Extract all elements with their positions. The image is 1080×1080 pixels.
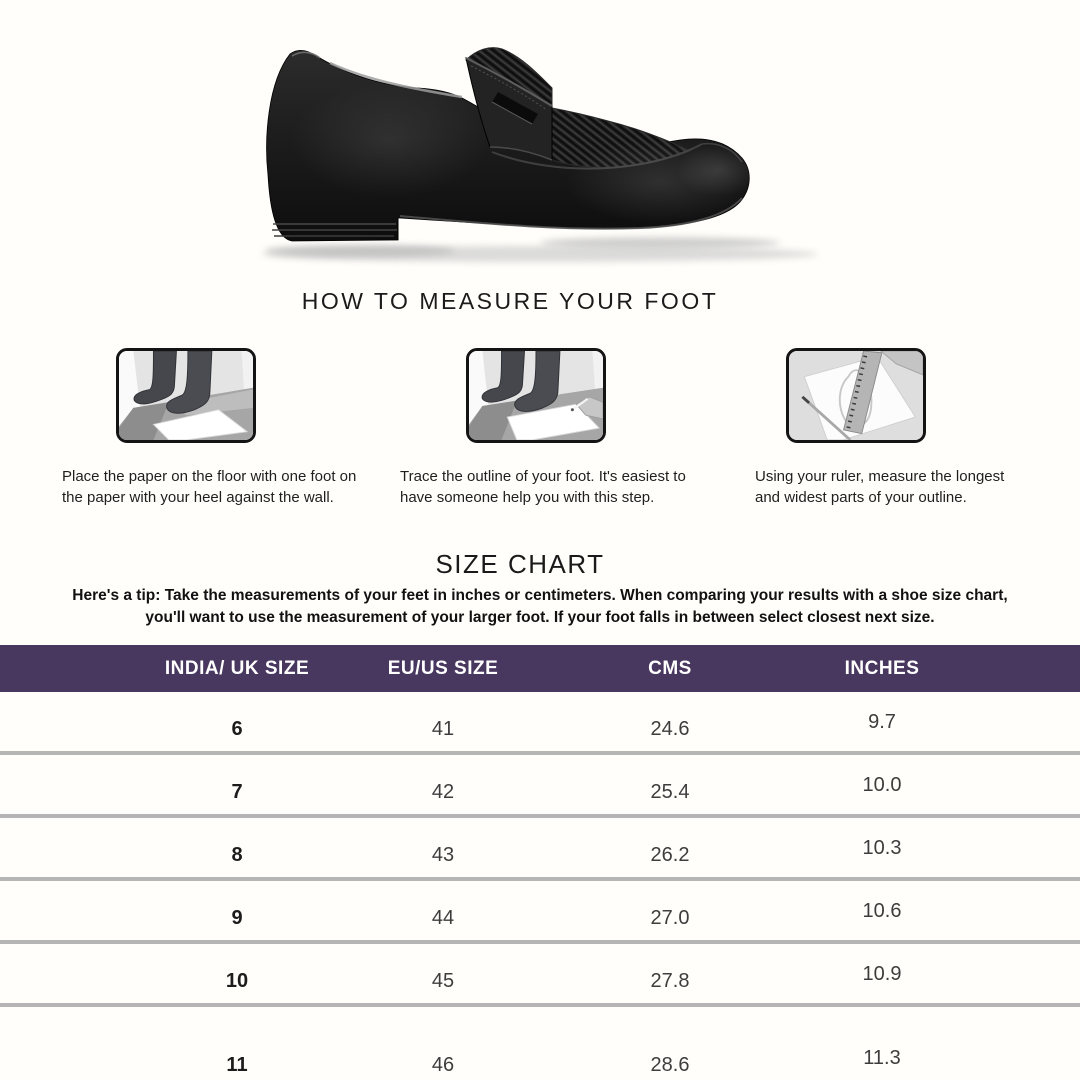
measure-section-title: HOW TO MEASURE YOUR FOOT <box>301 288 719 314</box>
cell-cms: 27.0 <box>650 907 690 929</box>
loafer-shoe-illustration <box>240 30 880 270</box>
cell-inches: 11.3 <box>863 1047 901 1069</box>
cell-eu-us-size: 44 <box>431 907 455 929</box>
feet-on-paper-icon <box>119 351 253 440</box>
column-header-eu-us: EU/US SIZE <box>387 657 499 679</box>
step1-illustration <box>116 348 256 443</box>
cell-india-uk-size: 11 <box>226 1054 248 1076</box>
product-photo <box>240 30 880 270</box>
size-table-header <box>0 645 1080 692</box>
table-row <box>0 818 1080 881</box>
step1-text: Place the paper on the floor with one foot on the paper with your heel against the wall. <box>62 468 357 506</box>
table-row <box>0 944 1080 1007</box>
cell-cms: 27.8 <box>650 970 690 992</box>
cell-india-uk-size: 7 <box>231 781 243 803</box>
cell-india-uk-size: 9 <box>231 907 243 929</box>
size-chart-tip <box>20 585 1060 628</box>
table-row <box>0 881 1080 944</box>
cell-eu-us-size: 46 <box>431 1054 455 1076</box>
column-header-inches: INCHES <box>844 657 920 679</box>
trace-outline-icon <box>469 351 603 440</box>
cell-cms: 24.6 <box>650 718 690 740</box>
step3-illustration <box>786 348 926 443</box>
cell-eu-us-size: 45 <box>431 970 455 992</box>
table-row <box>0 1007 1080 1080</box>
cell-eu-us-size: 41 <box>431 718 455 740</box>
column-header-india-uk: INDIA/ UK SIZE <box>164 657 310 679</box>
cell-inches: 10.3 <box>862 837 902 859</box>
cell-eu-us-size: 42 <box>431 781 455 803</box>
column-header-cms: CMS <box>648 657 692 679</box>
cell-inches: 9.7 <box>868 711 896 733</box>
cell-inches: 10.6 <box>862 900 902 922</box>
step2-illustration <box>466 348 606 443</box>
cell-india-uk-size: 8 <box>231 844 243 866</box>
tip-line-1: Here's a tip: Take the measurements of your feet in inches or centimeters. When comparing your results with a shoe size chart, <box>72 587 1008 604</box>
size-table-rows <box>0 692 1080 1080</box>
step3-text: Using your ruler, measure the longest and widest parts of your outline. <box>755 468 1005 506</box>
cell-cms: 28.6 <box>650 1054 690 1076</box>
cell-inches: 10.0 <box>862 774 902 796</box>
tip-line-2: you'll want to use the measurement of your larger foot. If your foot falls in between select closest next size. <box>145 608 935 626</box>
cell-inches: 10.9 <box>862 963 902 985</box>
cell-india-uk-size: 10 <box>225 970 249 992</box>
cell-eu-us-size: 43 <box>431 844 455 866</box>
step2-text: Trace the outline of your foot. It's easiest to have someone help you with this step. <box>400 468 686 506</box>
cell-india-uk-size: 6 <box>231 718 243 740</box>
table-row <box>0 692 1080 755</box>
size-chart-title: SIZE CHART <box>435 549 605 579</box>
cell-cms: 25.4 <box>650 781 690 803</box>
table-row <box>0 755 1080 818</box>
ruler-measure-icon <box>789 351 923 440</box>
cell-cms: 26.2 <box>650 844 690 866</box>
